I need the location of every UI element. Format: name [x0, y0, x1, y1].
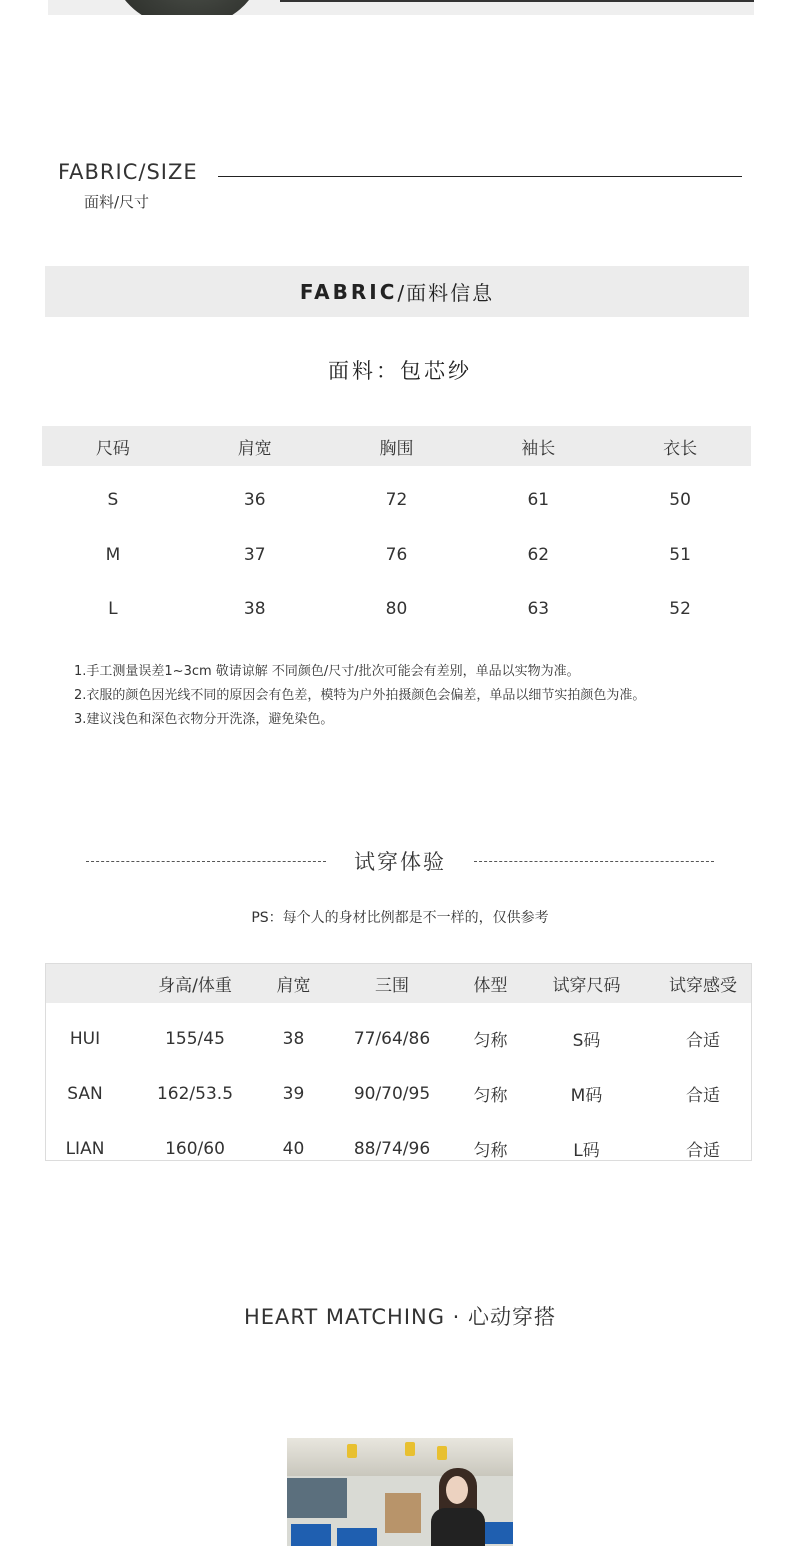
photo-sign: [437, 1446, 447, 1460]
table-row: [42, 528, 751, 583]
photo-sign: [347, 1444, 357, 1458]
table-cell: 72: [385, 490, 408, 511]
table-cell: 匀称: [473, 1086, 508, 1106]
table-cell: 77/64/86: [353, 1028, 431, 1049]
table-cell: 51: [669, 544, 691, 565]
try-on-disclaimer: PS：每个人的身材比例都是不一样的，仅供参考: [251, 910, 549, 926]
try-size-col-header: 试穿尺码: [518, 964, 655, 1003]
model-col-header: [46, 964, 124, 1003]
dashed-rule-left: [86, 861, 326, 862]
table-cell: 52: [669, 599, 691, 620]
table-cell: 合适: [686, 1086, 720, 1106]
section-title: FABRIC/SIZE: [58, 160, 198, 184]
table-cell: 匀称: [473, 1141, 508, 1161]
size-table: [42, 426, 751, 637]
photo-sign: [405, 1442, 415, 1456]
table-cell: S: [107, 490, 119, 511]
note-item: 2.衣服的颜色因光线不同的原因会有色差，模特为户外拍摄颜色会偏差，单品以细节实拍颜色为准。: [74, 688, 646, 703]
try-on-table-frame: [45, 963, 752, 1161]
table-cell: SAN: [67, 1083, 103, 1104]
section-divider: [218, 176, 742, 177]
photo-model-outfit: [431, 1508, 485, 1546]
fabric-bar-label: FABRIC: [299, 279, 398, 304]
table-cell: S码: [572, 1031, 601, 1051]
try-on-heading: [0, 846, 800, 876]
photo-shelf: [287, 1478, 347, 1518]
model-photo-thumbnail: [112, 0, 262, 15]
table-cell: 37: [243, 544, 266, 565]
photo-blue-boxes: [291, 1524, 331, 1546]
dashed-rule-right: [474, 861, 714, 862]
table-row: [46, 1121, 751, 1176]
table-cell: 162/53.5: [156, 1083, 234, 1104]
photo-shopping-bag: [385, 1493, 421, 1533]
try-on-table: [46, 964, 751, 1176]
note-item: 1.手工测量误差1~3cm 敬请谅解 不同颜色/尺寸/批次可能会有差别，单品以实物为准。: [74, 664, 580, 679]
table-cell: 36: [243, 490, 266, 511]
table-cell: 88/74/96: [353, 1138, 431, 1159]
try-on-title: 试穿体验: [354, 850, 446, 874]
table-cell: 39: [282, 1083, 305, 1104]
photo-model-face: [446, 1476, 468, 1504]
table-cell: 38: [243, 599, 266, 620]
outfit-photo: [287, 1438, 513, 1546]
table-cell: 合适: [686, 1031, 720, 1051]
table-cell: 61: [527, 490, 550, 511]
chest-col-header: 胸围: [326, 426, 468, 466]
table-cell: 160/60: [165, 1138, 225, 1159]
shoulder-col-header: 肩宽: [184, 426, 326, 466]
table-cell: 62: [527, 544, 550, 565]
table-row: [46, 1003, 751, 1066]
divider-line: [280, 0, 754, 2]
table-cell: 匀称: [473, 1031, 508, 1051]
measurements-col-header: 三围: [321, 964, 463, 1003]
heart-matching-title: HEART MATCHING · 心动穿搭: [243, 1305, 557, 1329]
table-cell: 90/70/95: [353, 1083, 431, 1104]
table-row: [46, 1066, 751, 1121]
table-cell: L码: [573, 1141, 600, 1161]
shoulder-col-header: 肩宽: [266, 964, 321, 1003]
fabric-material: 面料：包芯纱: [328, 359, 472, 383]
table-cell: M码: [570, 1086, 603, 1106]
table-cell: HUI: [69, 1028, 101, 1049]
top-banner: [48, 0, 754, 15]
table-cell: L: [108, 599, 118, 620]
fabric-info-bar: [45, 266, 749, 317]
size-col-header: 尺码: [42, 426, 184, 466]
size-table-header: [42, 426, 751, 466]
table-row: [42, 582, 751, 637]
table-cell: M: [105, 544, 121, 565]
fit-feel-col-header: 试穿感受: [655, 964, 751, 1003]
care-notes: [74, 660, 645, 732]
table-cell: LIAN: [65, 1138, 105, 1159]
table-cell: 40: [282, 1138, 305, 1159]
table-cell: 63: [527, 599, 550, 620]
body-type-col-header: 体型: [463, 964, 518, 1003]
sleeve-col-header: 袖长: [467, 426, 609, 466]
table-cell: 155/45: [165, 1028, 225, 1049]
height-weight-col-header: 身高/体重: [124, 964, 266, 1003]
length-col-header: 衣长: [609, 426, 751, 466]
table-cell: 80: [385, 599, 408, 620]
photo-blue-boxes: [337, 1528, 377, 1546]
photo-model: [427, 1468, 487, 1546]
section-subtitle: 面料/尺寸: [84, 193, 150, 211]
table-cell: 76: [385, 544, 408, 565]
try-on-table-header: [46, 964, 751, 1003]
table-cell: 38: [282, 1028, 305, 1049]
fabric-bar-sublabel: /面料信息: [397, 281, 495, 305]
table-row: [42, 466, 751, 528]
note-item: 3.建议浅色和深色衣物分开洗涤，避免染色。: [74, 712, 334, 727]
table-cell: 合适: [686, 1141, 720, 1161]
table-cell: 50: [669, 490, 691, 511]
